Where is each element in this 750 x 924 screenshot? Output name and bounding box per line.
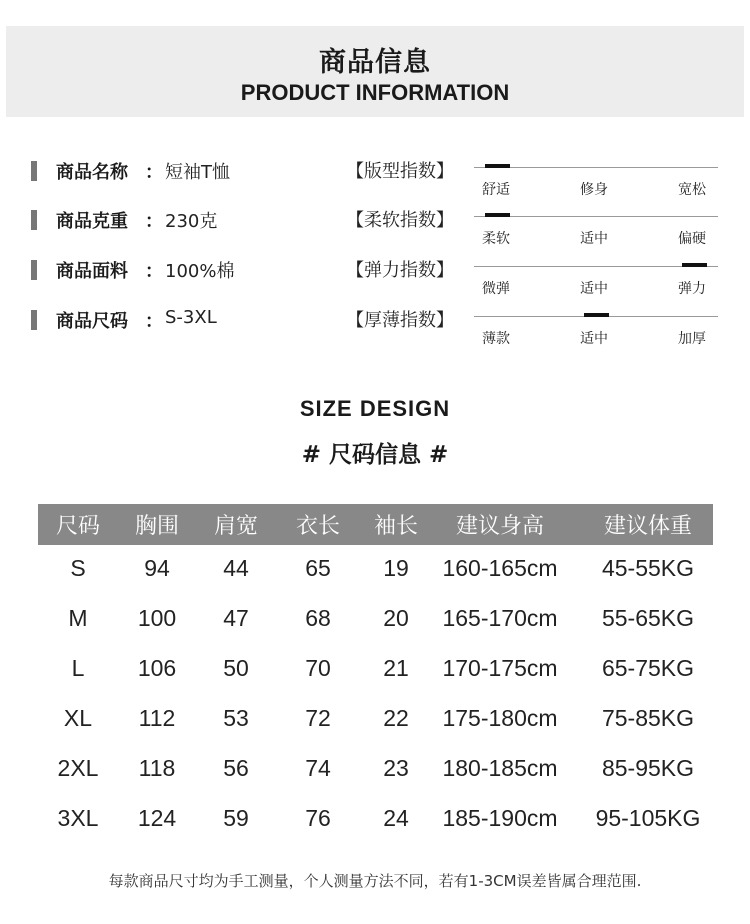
scale-option: 舒适 (482, 182, 510, 198)
index-label: 【弹力指数】 (346, 260, 454, 281)
table-cell: 160-165cm (442, 555, 558, 581)
info-row-fabric (0, 260, 750, 300)
info-label: 商品面料 (56, 261, 128, 282)
index-scale-line (474, 167, 718, 168)
size-table-header-cell: 衣长 (295, 514, 340, 539)
index-scale-line (474, 216, 718, 217)
index-scale-marker (485, 164, 510, 168)
scale-option: 微弹 (482, 281, 510, 297)
measurement-note: 每款商品尺寸均为手工测量，个人测量方法不同，若有1-3CM误差皆属合理范围. (108, 872, 642, 890)
size-table-header-cell: 肩宽 (213, 514, 258, 539)
table-cell: 47 (223, 605, 249, 631)
size-table-header-cell: 建议体重 (603, 514, 692, 539)
table-cell: 53 (223, 705, 249, 731)
table-cell: 70 (305, 655, 331, 681)
table-cell: 65 (305, 555, 331, 581)
table-cell: 170-175cm (442, 655, 558, 681)
info-colon: ： (145, 261, 163, 282)
scale-option: 修身 (580, 182, 608, 198)
table-cell: 65-75KG (601, 655, 695, 681)
info-value: S-3XL (165, 307, 217, 328)
table-cell: 165-170cm (442, 605, 558, 631)
size-table-header (38, 504, 713, 545)
info-value: 短袖T恤 (165, 162, 230, 183)
table-cell: XL (63, 705, 93, 731)
scale-option: 柔软 (482, 231, 510, 247)
table-cell: 19 (383, 555, 409, 581)
info-label: 商品尺码 (56, 311, 128, 332)
table-cell: 118 (138, 755, 176, 781)
info-value: 100%棉 (165, 261, 235, 282)
table-cell: 56 (223, 755, 249, 781)
table-cell: 23 (383, 755, 409, 781)
bullet-bar (31, 310, 37, 330)
table-cell: 44 (223, 555, 249, 581)
table-cell: 68 (305, 605, 331, 631)
table-cell: 100 (137, 605, 177, 631)
scale-option: 弹力 (678, 281, 706, 297)
table-cell: 106 (137, 655, 177, 681)
info-row-size (0, 307, 750, 350)
bullet-bar (31, 260, 37, 280)
size-table-header-cell: 胸围 (134, 514, 179, 539)
scale-option: 薄款 (482, 331, 510, 347)
table-cell: 76 (305, 805, 331, 831)
table-cell: M (68, 605, 88, 631)
table-cell: S (70, 555, 86, 581)
header-title-cn: 商品信息 (319, 47, 431, 78)
info-value: 230克 (165, 211, 218, 232)
header-title-en: PRODUCT INFORMATION (240, 80, 510, 105)
table-cell: 45-55KG (601, 555, 695, 581)
index-label: 【版型指数】 (346, 161, 454, 182)
scale-option: 宽松 (678, 182, 706, 198)
header-banner (6, 26, 744, 117)
table-cell: 22 (383, 705, 409, 731)
table-cell: 180-185cm (442, 755, 558, 781)
info-row-name (0, 161, 750, 201)
info-colon: ： (145, 311, 163, 332)
size-design-title: SIZE DESIGN (299, 396, 451, 421)
table-cell: 124 (137, 805, 177, 831)
info-label: 商品克重 (56, 211, 128, 232)
scale-option: 适中 (580, 331, 608, 347)
scale-option: 加厚 (678, 331, 706, 347)
table-cell: 55-65KG (601, 605, 695, 631)
table-cell: 21 (383, 655, 409, 681)
table-cell: 24 (383, 805, 409, 831)
table-cell: 50 (223, 655, 249, 681)
scale-option: 适中 (580, 281, 608, 297)
info-label: 商品名称 (56, 162, 128, 183)
scale-option: 适中 (580, 231, 608, 247)
table-cell: 175-180cm (442, 705, 558, 731)
table-cell: 85-95KG (601, 755, 695, 781)
table-cell: 59 (223, 805, 249, 831)
info-colon: ： (145, 211, 163, 232)
size-table-header-cell: 尺码 (55, 514, 100, 539)
table-cell: 185-190cm (442, 805, 558, 831)
table-cell: 94 (144, 555, 170, 581)
index-label: 【柔软指数】 (346, 210, 454, 231)
info-colon: ： (145, 162, 163, 183)
scale-option: 偏硬 (678, 231, 706, 247)
table-cell: L (71, 655, 85, 681)
index-scale-marker (682, 263, 707, 267)
index-label: 【厚薄指数】 (346, 310, 454, 331)
size-table-header-cell: 建议身高 (455, 514, 544, 539)
bullet-bar (31, 210, 37, 230)
table-cell: 75-85KG (601, 705, 695, 731)
table-cell: 2XL (57, 755, 99, 781)
bullet-bar (31, 161, 37, 181)
info-row-weight (0, 210, 750, 250)
size-table-header-cell: 袖长 (373, 514, 418, 539)
table-cell: 20 (383, 605, 409, 631)
index-scale-marker (485, 213, 510, 217)
table-cell: 112 (138, 705, 176, 731)
table-cell: 74 (305, 755, 331, 781)
size-info-title: # 尺码信息 # (301, 442, 449, 468)
table-cell: 95-105KG (595, 805, 701, 831)
table-cell: 72 (305, 705, 331, 731)
table-cell: 3XL (57, 805, 99, 831)
index-scale-marker (584, 313, 609, 317)
